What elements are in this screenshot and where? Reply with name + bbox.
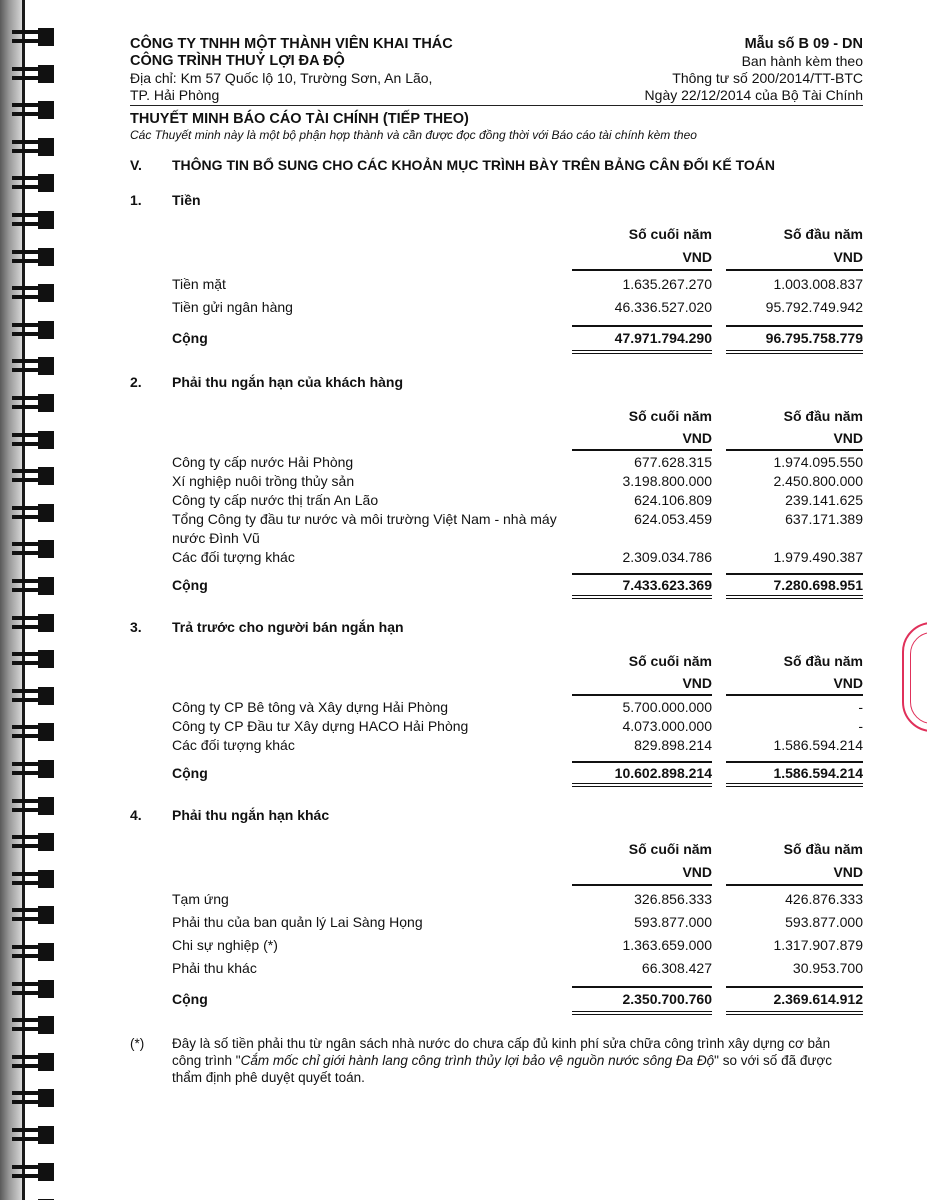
section-heading [130,619,863,636]
binding-ring [12,248,54,268]
binding-ring [12,174,54,194]
value-end-of-year: 3.198.800.000 [622,473,712,489]
section-main-title: THÔNG TIN BỔ SUNG CHO CÁC KHOẢN MỤC TRÌNH BÀY TRÊN BẢNG CÂN ĐỐI KẾ TOÁN [172,157,776,173]
total-label: Cộng [172,765,208,781]
table-row [172,273,863,296]
form-info [645,36,863,104]
footnote-text: Đây là số tiền phải thu từ ngân sách nhà nước do chưa cấp đủ kinh phí sửa chữa công trình xây dựng cơ bản công trình "Cắm mốc chỉ giới hành lang công trình thủy lợi bảo vệ nguồn nước sông Đa Độ" so với số đã được thẩm định phê duyệt quyết toán. [172,1036,832,1085]
total-label: Cộng [172,577,208,593]
column-header-end-of-year: Số cuối năm [628,408,712,424]
column-header-beginning-of-year: Số đầu năm [783,226,863,242]
unit-label: VND [682,864,712,880]
value-end-of-year: 326.856.333 [634,891,712,907]
table-row [172,548,863,567]
issued-line3: Ngày 22/12/2014 của Bộ Tài Chính [644,87,863,103]
column-header-beginning-of-year: Số đầu năm [783,653,863,669]
binding-ring [12,760,54,780]
section-4 [130,807,863,1017]
section-heading [130,807,863,824]
total-beginning-of-year: 2.369.614.912 [773,991,863,1007]
row-label: Công ty CP Bê tông và Xây dựng Hải Phòng [172,699,449,715]
document-title: THUYẾT MINH BÁO CÁO TÀI CHÍNH (TIẾP THEO) [130,111,469,127]
table-row [172,453,863,472]
unit-label: VND [833,675,863,691]
section-table [172,223,863,356]
binding-ring [12,1163,54,1183]
total-end-of-year: 10.602.898.214 [614,765,712,781]
document-header [130,36,863,110]
table-row [172,491,863,510]
footnote-marker: (*) [130,1036,145,1051]
value-beginning-of-year: 637.171.389 [785,511,863,527]
section-table [172,650,863,789]
column-header-row [172,405,863,427]
column-header-row [172,650,863,672]
double-underline [172,783,863,789]
section-main-number: V. [130,157,142,173]
table-row [172,911,863,934]
binding-ring [12,650,54,670]
section-title: Trả trước cho người bán ngắn hạn [172,619,404,635]
unit-label: VND [833,249,863,265]
double-underline [172,1011,863,1017]
value-beginning-of-year: 2.450.800.000 [773,473,863,489]
total-row [172,327,863,350]
footnote-project-name: Cắm mốc chỉ giới hành lang công trình thủy lợi bảo vệ nguồn nước sông Đa Độ [240,1053,715,1068]
unit-label: VND [833,864,863,880]
unit-label: VND [833,430,863,446]
unit-label: VND [682,675,712,691]
binding-ring [12,431,54,451]
total-row [172,575,863,595]
address-line2: TP. Hải Phòng [130,87,220,103]
value-end-of-year: 829.898.214 [634,737,712,753]
row-label: Tiền mặt [172,276,226,292]
value-end-of-year: 5.700.000.000 [622,699,712,715]
double-underline [172,350,863,356]
binding-ring [12,504,54,524]
row-label: Tổng Công ty đầu tư nước và môi trường Việt Nam - nhà máy nước Đình Vũ [172,511,557,546]
spiral-binding [0,0,70,1200]
total-end-of-year: 2.350.700.760 [622,991,712,1007]
binding-ring [12,211,54,231]
total-label: Cộng [172,330,208,346]
total-beginning-of-year: 1.586.594.214 [773,765,863,781]
section-number: 4. [130,807,142,823]
value-end-of-year: 677.628.315 [634,454,712,470]
value-end-of-year: 1.363.659.000 [622,937,712,953]
column-header-end-of-year: Số cuối năm [628,841,712,857]
column-header-row [172,223,863,246]
value-beginning-of-year: 1.003.008.837 [773,276,863,292]
section-number: 3. [130,619,142,635]
row-label: Tiền gửi ngân hàng [172,299,293,315]
row-label: Chi sự nghiệp (*) [172,937,278,953]
table-row [172,888,863,911]
row-label: Phải thu của ban quản lý Lai Sàng Họng [172,914,423,930]
column-header-end-of-year: Số cuối năm [628,653,712,669]
binding-ring [12,797,54,817]
total-beginning-of-year: 7.280.698.951 [773,577,863,593]
section-title: Phải thu ngắn hạn của khách hàng [172,374,404,390]
section-number: 2. [130,374,142,390]
footnote [130,1035,863,1086]
column-header-beginning-of-year: Số đầu năm [783,408,863,424]
section-2 [130,374,863,601]
total-row [172,763,863,783]
row-label: Xí nghiệp nuôi trồng thủy sản [172,473,355,489]
value-beginning-of-year: 30.953.700 [792,960,863,976]
unit-row [172,427,863,449]
issued-line1: Ban hành kèm theo [741,53,863,69]
table-row [172,934,863,957]
section-number: 1. [130,192,142,208]
binding-ring [12,321,54,341]
row-label: Công ty CP Đầu tư Xây dựng HACO Hải Phòng [172,718,469,734]
row-label: Các đối tượng khác [172,549,295,565]
unit-label: VND [682,249,712,265]
binding-ring [12,723,54,743]
unit-row [172,861,863,884]
binding-ring [12,1126,54,1146]
table-row [172,717,863,736]
value-beginning-of-year: 95.792.749.942 [765,299,863,315]
value-beginning-of-year: 239.141.625 [785,492,863,508]
binding-ring [12,943,54,963]
company-name-line2: CÔNG TRÌNH THUỶ LỢI ĐA ĐỘ [130,53,345,69]
total-row [172,988,863,1011]
red-stamp-icon [902,622,927,732]
binding-ring [12,467,54,487]
binding-ring [12,284,54,304]
binding-ring [12,28,54,48]
unit-row [172,672,863,694]
binding-ring [12,687,54,707]
table-row [172,296,863,319]
row-label: Các đối tượng khác [172,737,295,753]
binding-ring [12,870,54,890]
value-end-of-year: 46.336.527.020 [614,299,712,315]
binding-ring [12,906,54,926]
value-beginning-of-year: 1.317.907.879 [773,937,863,953]
address-line1: Địa chỉ: Km 57 Quốc lộ 10, Trường Sơn, An Lão, [130,70,433,86]
unit-row [172,246,863,269]
binding-ring [12,357,54,377]
total-label: Cộng [172,991,208,1007]
value-end-of-year: 66.308.427 [641,960,712,976]
section-3 [130,619,863,789]
issued-line2: Thông tư số 200/2014/TT-BTC [672,70,863,86]
table-row [172,472,863,491]
value-beginning-of-year: 1.586.594.214 [773,737,863,753]
section-table [172,838,863,1017]
total-end-of-year: 7.433.623.369 [622,577,712,593]
table-row [172,698,863,717]
binding-ring [12,577,54,597]
binding-ring [12,394,54,414]
binding-ring [12,65,54,85]
table-row [172,957,863,980]
document-subtitle: Các Thuyết minh này là một bộ phận hợp thành và cần được đọc đồng thời với Báo cáo tài chính kèm theo [130,128,697,142]
document-page [130,36,863,1086]
total-beginning-of-year: 96.795.758.779 [765,330,863,346]
value-end-of-year: 593.877.000 [634,914,712,930]
section-main-heading [130,157,863,174]
value-beginning-of-year: 593.877.000 [785,914,863,930]
section-title: Tiền [172,192,201,208]
company-name-line1: CÔNG TY TNHH MỘT THÀNH VIÊN KHAI THÁC [130,36,453,52]
value-end-of-year: 624.053.459 [634,511,712,527]
section-heading [130,374,863,391]
binding-ring [12,614,54,634]
header-divider [130,105,863,106]
value-beginning-of-year: - [858,718,863,734]
binding-ring [12,833,54,853]
binding-ring [12,138,54,158]
value-end-of-year: 2.309.034.786 [622,549,712,565]
column-header-row [172,838,863,861]
value-beginning-of-year: - [858,699,863,715]
column-header-beginning-of-year: Số đầu năm [783,841,863,857]
section-heading [130,192,863,209]
company-info [130,36,453,104]
section-1 [130,192,863,356]
value-beginning-of-year: 1.979.490.387 [773,549,863,565]
binding-ring [12,1016,54,1036]
binding-ring [12,540,54,560]
row-label: Tạm ứng [172,891,229,907]
row-label: Công ty cấp nước Hải Phòng [172,454,354,470]
value-end-of-year: 1.635.267.270 [622,276,712,292]
table-row [172,510,863,548]
value-beginning-of-year: 1.974.095.550 [773,454,863,470]
value-end-of-year: 4.073.000.000 [622,718,712,734]
value-beginning-of-year: 426.876.333 [785,891,863,907]
column-header-end-of-year: Số cuối năm [628,226,712,242]
binding-ring [12,101,54,121]
unit-label: VND [682,430,712,446]
double-underline [172,595,863,601]
row-label: Phải thu khác [172,960,257,976]
form-number: Mẫu số B 09 - DN [744,36,863,52]
section-table [172,405,863,601]
total-end-of-year: 47.971.794.290 [614,330,712,346]
row-label: Công ty cấp nước thị trấn An Lão [172,492,379,508]
table-row [172,736,863,755]
binding-ring [12,1089,54,1109]
binding-ring [12,1053,54,1073]
section-title: Phải thu ngắn hạn khác [172,807,330,823]
value-end-of-year: 624.106.809 [634,492,712,508]
binding-ring [12,980,54,1000]
